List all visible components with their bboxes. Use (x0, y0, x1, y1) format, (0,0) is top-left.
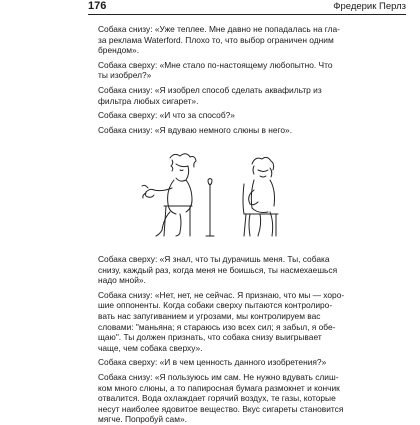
paragraph (98, 254, 398, 286)
top-text-block (98, 24, 398, 135)
bottom-text-block (98, 254, 398, 425)
text-line: фильтра любых сигарет». (98, 95, 199, 106)
text-line: снизу, каждый раз, когда меня не боишься, ты насмехаешься (98, 264, 338, 275)
text-line: шие оппоненты. Когда собаки сверху пытаются контролиро- (98, 300, 333, 311)
text-line: ком много слюны, а то папиросная бумага размокнет и кончик (98, 382, 340, 393)
text-line: щаю". Ты должен признать, что собака снизу выигрывает (98, 332, 322, 343)
text-line: Собака снизу: «Я изобрел способ сделать аквафильтр из (98, 84, 322, 95)
text-line: Собака сверху: «Я знал, что ты дурачишь меня. Ты, собака (98, 254, 330, 264)
text-line: за реклама Waterford. Плохо то, что выбор ограничен одним (98, 34, 334, 45)
paragraph (98, 125, 398, 136)
text-line: брендом». (98, 45, 140, 56)
text-line: Собака сверху: «И в чем ценность данного изобретения?» (98, 357, 327, 368)
text-line: Собака снизу: «Нет, нет, не сейчас. Я признаю, что мы — хоро- (98, 289, 345, 300)
text-line: Собака сверху: «И что за способ?» (98, 110, 235, 121)
page-header (88, 2, 406, 15)
paragraph (98, 357, 398, 368)
paragraph (98, 24, 398, 56)
text-line: вать нас запугиванием и угрозами, мы контролируем вас (98, 310, 321, 321)
paragraph (98, 290, 398, 354)
text-line: Собака снизу: «Я вдуваю немного слюны в него». (98, 124, 293, 135)
text-line: Собака снизу: «Уже теплее. Мне давно не попадалась на гла- (98, 24, 340, 34)
paragraph (98, 85, 398, 106)
text-line: несут наиболее ядовитое вещество. Вкус сигареты становится (98, 403, 344, 414)
paragraph (98, 372, 398, 425)
text-line: словами: "маньяна; я стараюсь изо всех сил; я забыл, я обе- (98, 321, 336, 332)
right-figure-drawing (243, 157, 278, 236)
running-title: Фредерик Перлз (333, 1, 406, 12)
text-line: отвалится. Вода охлаждает горячий воздух, те газы, которые (98, 393, 336, 404)
text-line: Собака сверху: «Мне стало по-настоящему любопытно. Что (98, 59, 333, 70)
page-number: 176 (88, 0, 107, 12)
text-line: Собака снизу: «Я пользуюсь им сам. Не нужно вдувать слиш- (98, 371, 339, 382)
text-line: ты изобрел?» (98, 70, 152, 81)
paragraph (98, 110, 398, 121)
text-line: мягче. Попробуй сам». (98, 414, 187, 425)
sketch-illustration (120, 150, 310, 242)
text-line: надо мной». (98, 275, 146, 286)
left-figure-drawing (142, 154, 214, 236)
text-line: чаще, чем собака сверху». (98, 342, 203, 353)
paragraph (98, 60, 398, 81)
